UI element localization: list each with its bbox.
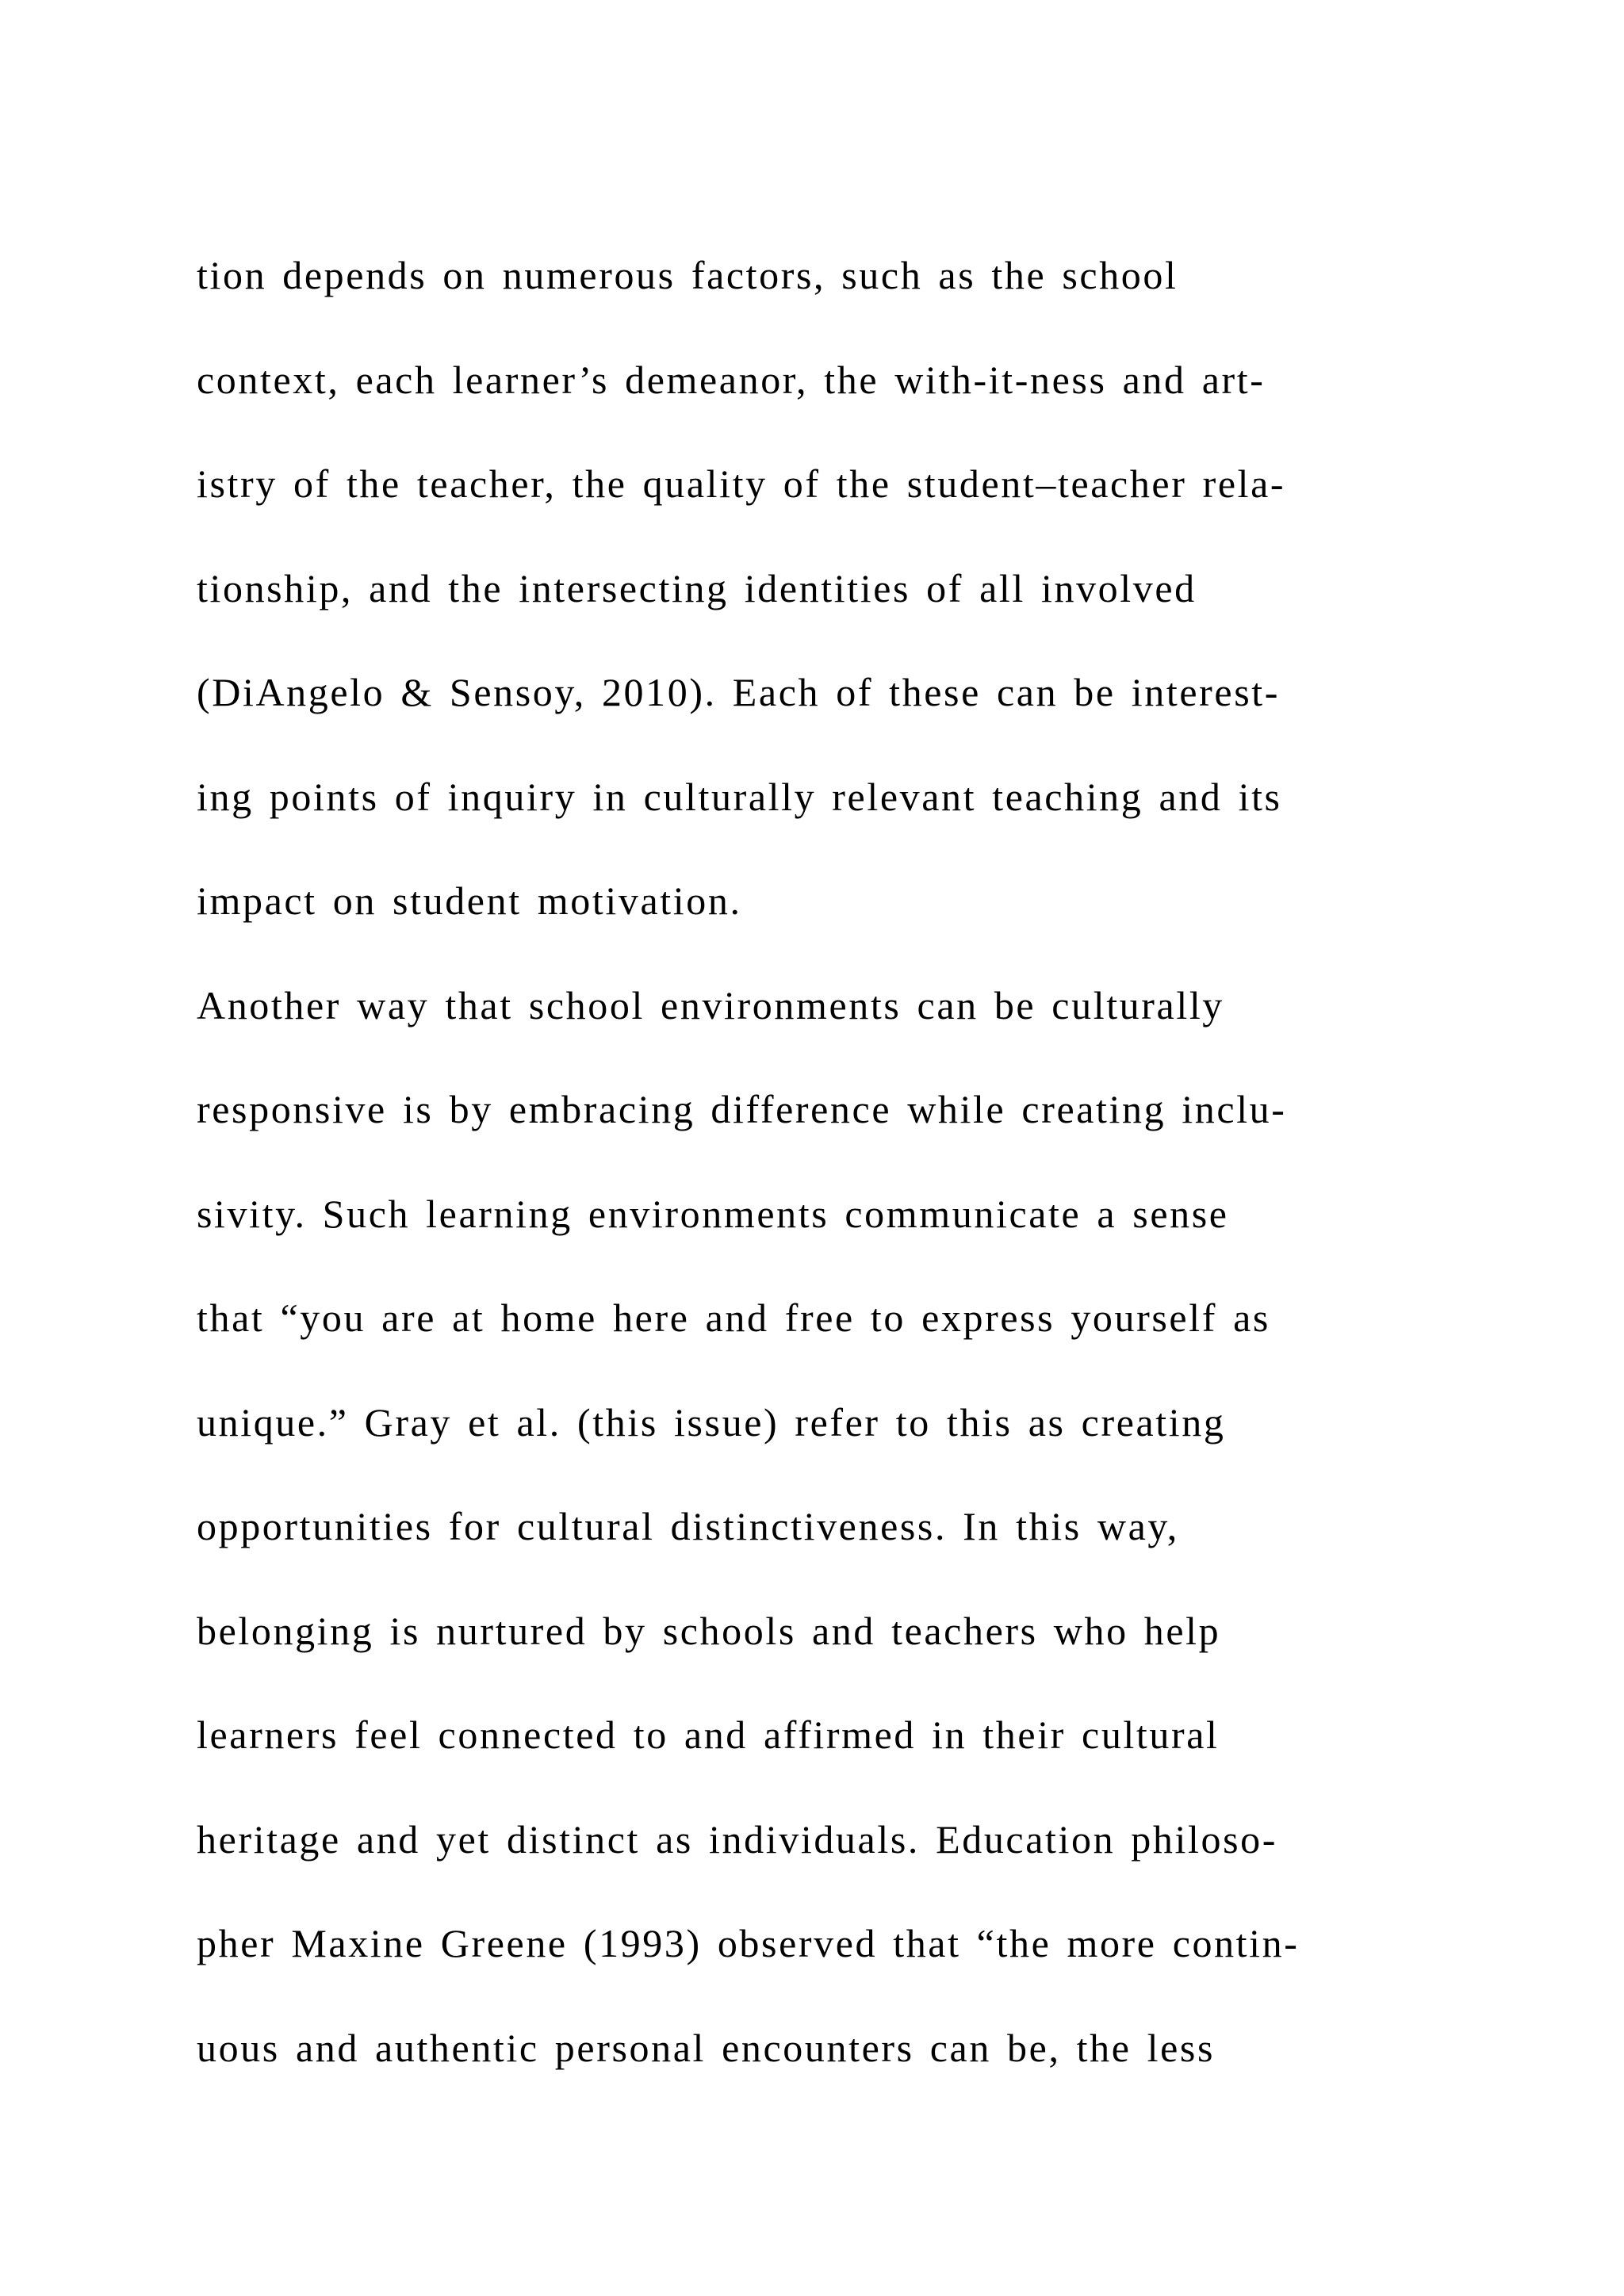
text-line-14: belonging is nurtured by schools and teachers who help <box>197 1608 1221 1653</box>
text-line-12: unique.” Gray et al. (this issue) refer to this as creating <box>197 1399 1226 1445</box>
text-line-8: Another way that school environments can be culturally <box>197 982 1224 1027</box>
text-line-17: pher Maxine Greene (1993) observed that “the more contin- <box>197 1921 1300 1965</box>
text-line-13: opportunities for cultural distinctiveness. In this way, <box>197 1504 1179 1548</box>
text-line-10: sivity. Such learning environments communicate a sense <box>197 1191 1229 1236</box>
text-line-18: uous and authentic personal encounters can be, the less <box>197 2025 1216 2070</box>
text-line-7: impact on student motivation. <box>197 878 742 923</box>
text-line-2: context, each learner’s demeanor, the with-it-ness and art- <box>197 357 1266 402</box>
text-line-1: tion depends on numerous factors, such as the school <box>197 253 1178 297</box>
text-line-5: (DiAngelo & Sensoy, 2010). Each of these can be interest- <box>197 670 1281 714</box>
text-line-15: learners feel connected to and affirmed in their cultural <box>197 1712 1220 1757</box>
text-line-4: tionship, and the intersecting identities of all involved <box>197 565 1197 610</box>
text-line-11: that “you are at home here and free to express yourself as <box>197 1295 1270 1340</box>
text-line-6: ing points of inquiry in culturally relevant teaching and its <box>197 774 1282 819</box>
body-text <box>197 224 1576 2100</box>
text-line-3: istry of the teacher, the quality of the student–teacher rela- <box>197 461 1286 506</box>
text-line-16: heritage and yet distinct as individuals. Education philoso- <box>197 1816 1277 1862</box>
text-line-9: responsive is by embracing difference while creating inclu- <box>197 1087 1287 1131</box>
